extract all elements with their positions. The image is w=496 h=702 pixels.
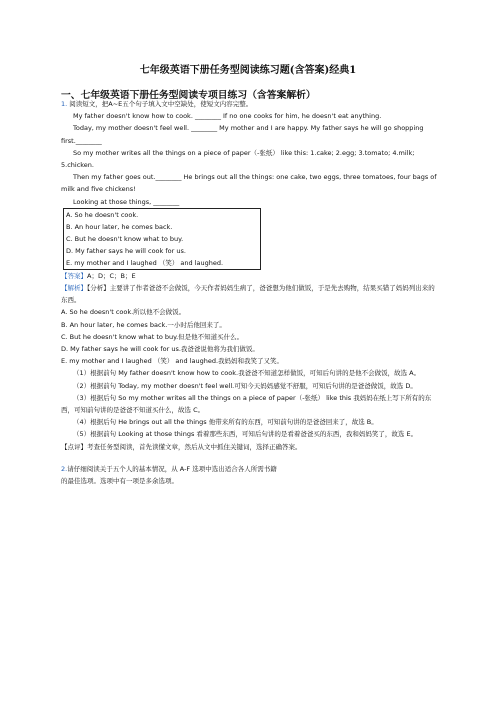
question-number: 1. [61,100,68,108]
translation-line: C. But he doesn't know what to buy.但是他不知道买什么。 [61,332,244,341]
answer-line [61,270,439,282]
passage-paragraph: So my mother writes all the things on a piece of paper（-张纸） like this: 1.cake; 2.egg; 3.tomato; 4.milk; 5.chicken. [61,148,415,170]
passage-paragraph: Then my father goes out.________ He brings out all the things: one cake, two eggs, three tomatoes, four bags of milk and five chickens! [61,173,437,194]
translation-line: D. My father says he will cook for us.我爸爸说他将为我们做饭。 [61,345,259,354]
passage-paragraph: Today, my mother doesn't feel well. ________ My mother and I are happy. My father says he will go shopping first.________ [61,124,424,145]
question-1-instruction: 1. 阅读短文，把A~E五个句子填入文中空缺处，使短文内容完整。 [61,100,253,108]
option-d: D. My father says he will cook for us. [66,246,186,255]
passage-paragraph: Looking at those things, ________ [73,197,180,206]
question-number: 2. [61,464,68,473]
option-e: E. my mother and I laughed （笑） and laughed. [66,258,224,267]
translation-line: B. An hour later, he comes back.一小时后他回来了。 [61,320,226,329]
option-b: B. An hour later, he comes back. [66,222,173,231]
comment-line: 【点评】考查任务型阅读，首先读懂文章，然后从文中抓住关键词，选择正确答案。 [61,442,302,451]
explanation-point: （5）根据前句 Looking at those things 看着那些东西，可知后句讲的是看着爸爸买的东西，我和妈妈笑了，故选 E。 [73,430,418,439]
question-2-intro: 2.请仔细阅读关于五个人的基本情况，从 A-F 选项中选出适合各人所需书籍 [61,464,277,473]
explanation-point: （1）根据前句 My father doesn't know how to cook.我爸爸不知道怎样做饭，可知后句讲的是他不会做饭，故选 A。 [73,369,421,378]
answer-text: A；D；C；B；E [87,271,136,280]
explanation-point: （2）根据前句 Today, my mother doesn't feel well.可知今天妈妈感觉不舒服，可知后句讲的是爸爸做饭，故选 D。 [73,381,417,390]
question-2-intro-cont: 的最佳选项。选项中有一项是多余选项。 [61,477,178,486]
option-a: A. So he doesn't cook. [66,210,139,219]
options-box [63,208,261,270]
answer-tag: 【答案】 [61,271,87,280]
translation-line: E. my mother and I laughed （笑） and laughed.我妈妈和我笑了又笑。 [61,357,284,366]
explanation-point: （3）根据后句 So my mother writes all the things on a piece of paper（-张纸） like this 我妈妈在纸上写下所有的东西，可知前句讲的是爸爸不知道买什么，故选 C。 [61,393,432,415]
analysis-line: 【解析】【分析】主要讲了作者爸爸不会做饭，今天作者妈妈生病了，爸爸想为他们做饭，于是先去购物，结果买错了妈妈列出来的东西。 [61,284,435,305]
document-body [61,98,439,487]
section-heading: 一、七年级英语下册任务型阅读专项目练习（含答案解析） [61,90,316,101]
analysis-tag: 【解析】 [61,284,87,293]
document-title: 七年级英语下册任务型阅读练习题(含答案)经典1 [139,65,357,76]
option-c: C. But he doesn't know what to buy. [66,234,184,243]
passage-paragraph: My father doesn't know how to cook. ________ If no one cooks for him, he doesn't eat anything. [73,112,382,121]
explanation-point: （4）根据后句 He brings out all the things 他带来所有的东西，可知前句讲的是爸爸回来了，故选 B。 [73,418,378,427]
translation-line: A. So he doesn't cook.所以他不会做饭。 [61,308,186,317]
